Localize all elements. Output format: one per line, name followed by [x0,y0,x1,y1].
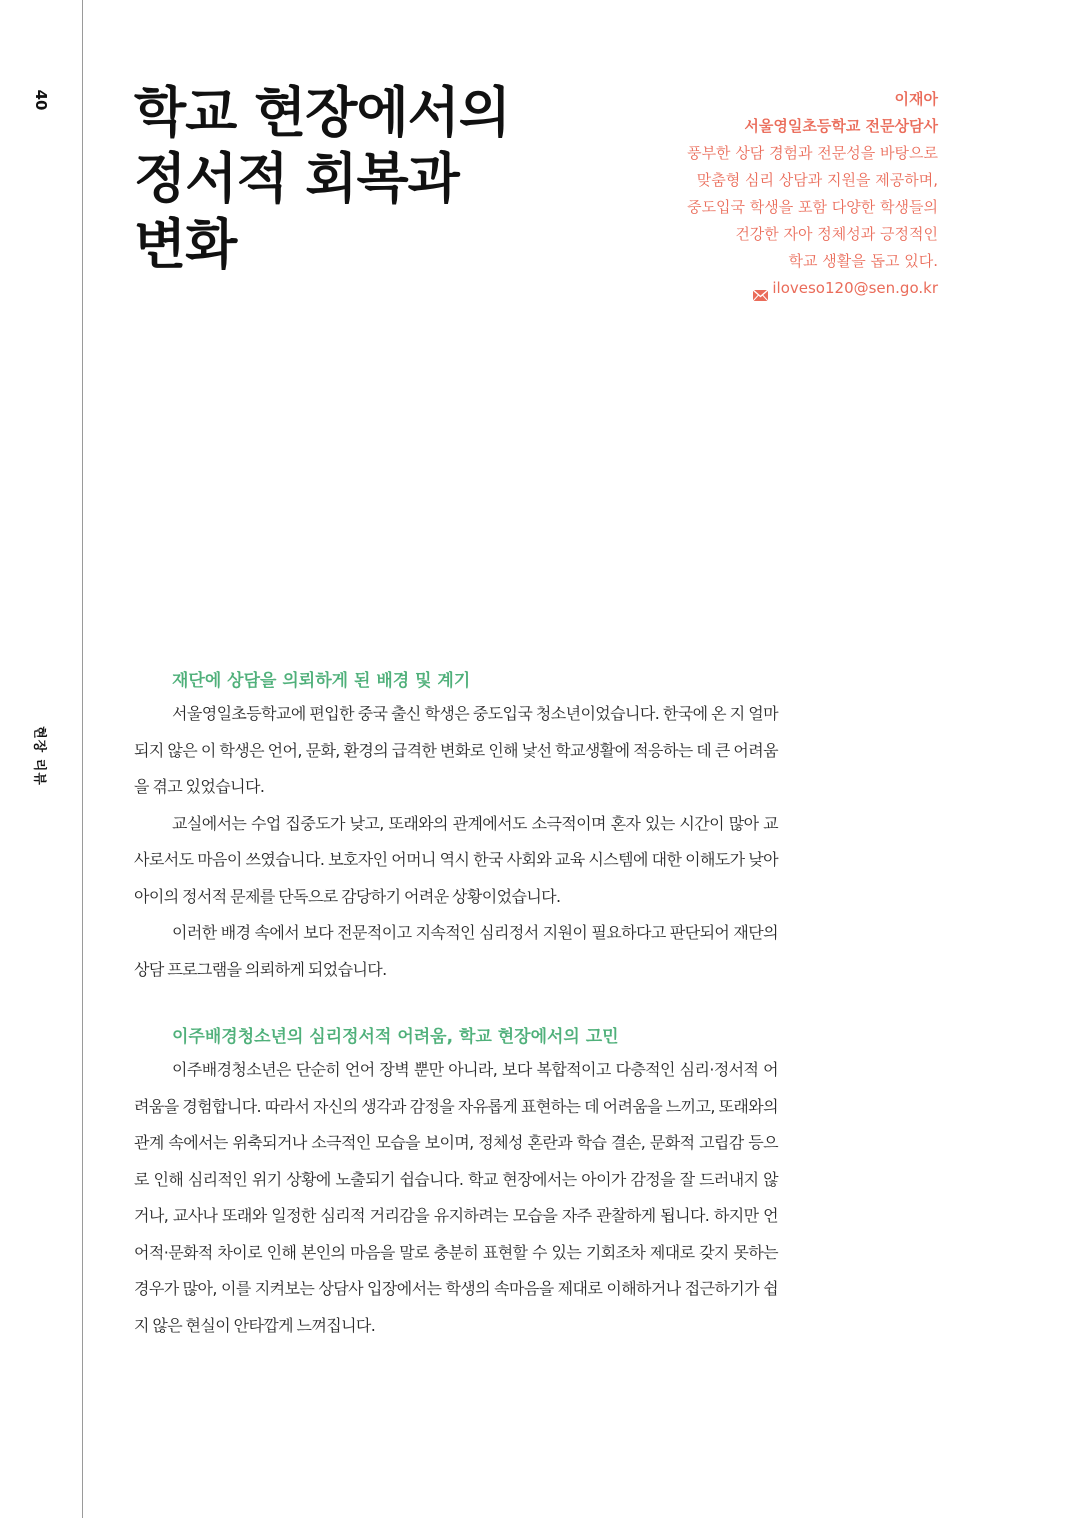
author-name: 이재아 [894,90,938,108]
body-paragraph: 서울영일초등학교에 편입한 중국 출신 학생은 중도입국 청소년이었습니다. 한국에 온 지 얼마 되지 않은 이 학생은 언어, 문화, 환경의 급격한 변화로 인해 낯선 학교생활에 적응하는 데 큰 어려움을 겪고 있었습니다. [134,704,778,796]
section-spacer [134,988,778,1022]
section-label: 현장 리뷰 [31,726,47,786]
author-block [608,86,938,302]
author-bio-line: 중도입국 학생을 포함 다양한 학생들의 [687,198,938,216]
author-bio-line: 맞춤형 심리 상담과 지원을 제공하며, [696,171,938,189]
title-line-2: 정서적 회복과 [134,147,459,210]
title-line-1: 학교 현장에서의 [134,81,510,144]
author-email-row [608,275,938,302]
author-bio-line: 풍부한 상담 경험과 전문성을 바탕으로 [687,144,938,162]
author-bio-line: 건강한 자아 정체성과 긍정적인 [735,225,938,243]
author-bio-line: 학교 생활을 돕고 있다. [788,252,938,270]
section-heading: 이주배경청소년의 심리정서적 어려움, 학교 현장에서의 고민 [172,1027,619,1047]
section-heading: 재단에 상담을 의뢰하게 된 배경 및 계기 [172,671,471,691]
body-paragraph: 이러한 배경 속에서 보다 전문적이고 지속적인 심리정서 지원이 필요하다고 판단되어 재단의 상담 프로그램을 의뢰하게 되었습니다. [134,923,778,979]
page-number: 40 [32,89,50,111]
author-role: 서울영일초등학교 전문상담사 [744,117,938,135]
author-email[interactable]: iloveso120@sen.go.kr [772,279,938,297]
body-paragraph: 이주배경청소년은 단순히 언어 장벽 뿐만 아니라, 보다 복합적이고 다층적인 심리·정서적 어려움을 경험합니다. 따라서 자신의 생각과 감정을 자유롭게 표현하는 데 어려움을 느끼고, 또래와의 관계 속에서는 위축되거나 소극적인 모습을 보이며, 정체성 혼란과 학습 결손, 문화적 고립감 등으로 인해 심리적인 위기 상황에 노출되기 쉽습니다. 학교 현장에서는 아이가 감정을 잘 드러내지 않거나, 교사나 또래와 일정한 심리적 거리감을 유지하려는 모습을 자주 관찰하게 됩니다. 하지만 언어적·문화적 차이로 인해 본인의 마음을 말로 충분히 표현할 수 있는 기회조차 제대로 갖지 못하는 경우가 많아, 이를 지켜보는 상담사 입장에서는 학생의 속마음을 제대로 이해하거나 접근하기가 쉽지 않은 현실이 안타깝게 느껴집니다. [134,1060,778,1335]
body-paragraph: 교실에서는 수업 집중도가 낮고, 또래와의 관계에서도 소극적이며 혼자 있는 시간이 많아 교사로서도 마음이 쓰였습니다. 보호자인 어머니 역시 한국 사회와 교육 시스템에 대한 이해도가 낮아 아이의 정서적 문제를 단독으로 감당하기 어려운 상황이었습니다. [134,813,778,906]
mail-icon [753,283,768,294]
title-line-3: 변화 [134,213,237,276]
margin-divider-line [82,0,83,1518]
article-title [134,80,574,278]
article-body [134,666,778,1344]
